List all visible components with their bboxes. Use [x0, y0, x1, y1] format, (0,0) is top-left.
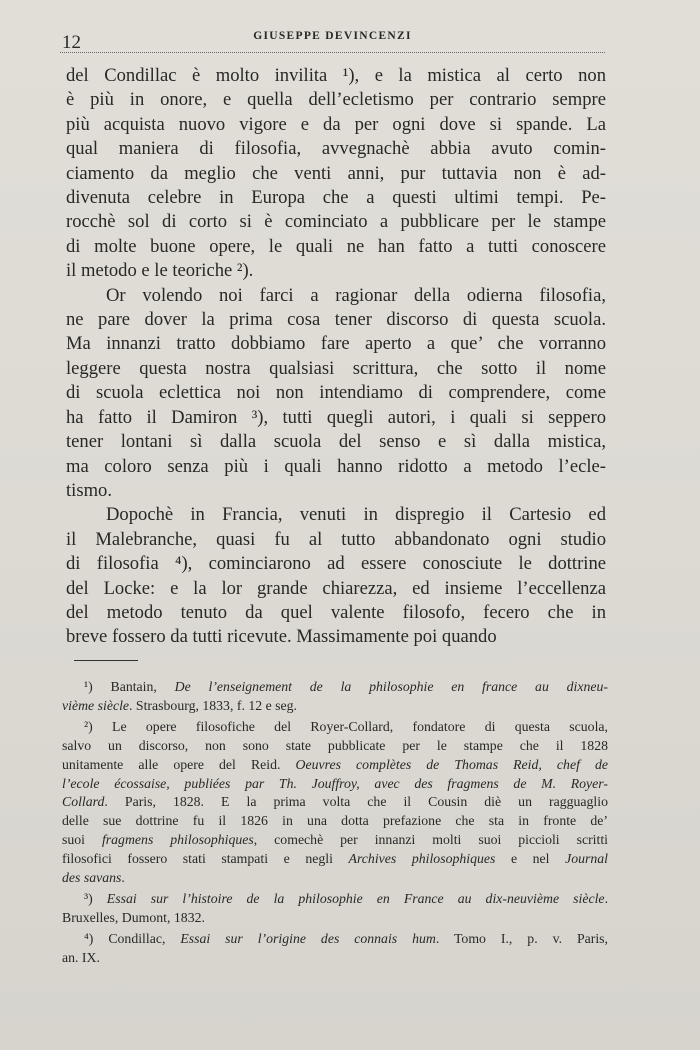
text-line: il metodo e le teoriche ²).	[66, 260, 254, 282]
footnote-line: ²) Le opere filosofiche del Royer-Collard, fondatore di questa scuola,	[84, 718, 608, 734]
footnote-line: suoi fragmens philosophiques, comechè per innanzi molti suoi piccioli scritti	[62, 832, 608, 848]
paragraph	[66, 64, 606, 284]
text-line: rocchè sol di corto si è cominciato a pubblicare per le stampe	[66, 211, 606, 233]
footnote-separator	[74, 660, 138, 661]
footnote-line: l’ecole écossaise, publiées par Th. Jouffroy, avec des fragmens de M. Royer-	[62, 775, 608, 791]
text-line: tener lontani sì dalla scuola del senso e sì dalla mistica,	[66, 431, 606, 453]
text-line: di molte buone opere, le quali ne han fatto a tutti conoscere	[66, 235, 606, 257]
footnotes	[62, 678, 608, 970]
text-line: del metodo tenuto da quel valente filosofo, fecero che in	[66, 601, 606, 623]
footnote-line: an. IX.	[62, 949, 100, 965]
text-line: più acquista nuovo vigore e da per ogni dove si spande. La	[66, 113, 606, 135]
header-rule	[60, 52, 605, 53]
paragraph	[66, 503, 606, 649]
footnote-line: ¹) Bantain, De l’enseignement de la philosophie en france au dixneu-	[84, 679, 608, 694]
footnote-line: ⁴) Condillac, Essai sur l’origine des connais hum. Tomo I., p. v. Paris,	[84, 930, 608, 946]
footnote-line: unitamente alle opere del Reid. Oeuvres complètes de Thomas Reid, chef de	[62, 756, 608, 772]
text-line: del Condillac è molto invilita ¹), e la mistica al certo non	[66, 65, 606, 86]
text-line: di scuola eclettica noi non intendiamo di comprendere, come	[66, 382, 606, 404]
page-header	[60, 28, 605, 53]
text-line: Or volendo noi farci a ragionar della odierna filosofia,	[106, 284, 606, 306]
running-head: GIUSEPPE DEVINCENZI	[253, 30, 412, 42]
text-line: Ma innanzi tratto dobbiamo fare aperto a que’ che vorranno	[66, 333, 606, 355]
text-line: ne pare dover la prima cosa tener discorso di questa scuola.	[66, 309, 606, 331]
text-line: divenuta celebre in Europa che a questi ultimi tempi. Pe-	[66, 187, 606, 209]
text-line: ma coloro senza più i quali hanno ridotto a metodo l’ecle-	[66, 455, 606, 477]
footnote-line: vième siècle. Strasbourg, 1833, f. 12 e seg.	[62, 697, 298, 713]
footnote	[62, 890, 608, 928]
text-line: ha fatto il Damiron ³), tutti quegli autori, i quali si seppero	[66, 406, 606, 428]
text-line: breve fossero da tutti ricevute. Massimamente poi quando	[66, 626, 497, 648]
paragraph	[66, 284, 606, 504]
footnote-line: ³) Essai sur l’histoire de la philosophie en France au dix-neuvième siècle.	[84, 890, 609, 906]
text-line: di filosofia ⁴), cominciarono ad essere conosciute le dottrine	[66, 553, 606, 575]
footnote-line: des savans.	[62, 870, 125, 886]
footnote-line: filosofici fossero stati stampati e negli Archives philosophiques e nel Journal	[62, 851, 608, 867]
text-line: tismo.	[66, 479, 112, 501]
footnote-line: Collard. Paris, 1828. E la prima volta che il Cousin diè un ragguaglio	[62, 794, 608, 810]
text-line: del Locke: e la lor grande chiarezza, ed insieme l’eccellenza	[66, 577, 606, 599]
page-number: 12	[62, 32, 81, 53]
text-line: leggere questa nostra qualsiasi scrittura, che sotto il nome	[66, 357, 606, 379]
footnote	[62, 678, 608, 716]
text-line: ciamento da meglio che venti anni, pur tuttavia non è ad-	[66, 162, 606, 184]
text-line: qual maniera di filosofia, avvegnachè abbia avuto comin-	[66, 138, 606, 160]
text-line: il Malebranche, quasi fu al tutto abbandonato ogni studio	[66, 528, 606, 550]
footnote	[62, 930, 608, 968]
footnote-line: delle sue dottrine fu il 1826 in una dotta prefazione che sta in fronte de’	[62, 813, 608, 829]
text-line: Dopochè in Francia, venuti in dispregio il Cartesio ed	[106, 504, 606, 526]
footnote-line: Bruxelles, Dumont, 1832.	[62, 909, 205, 925]
footnote-line: salvo un discorso, non sono state pubblicate per le stampe che il 1828	[62, 737, 608, 753]
text-line: è più in onore, e quella dell’ecletismo per contrario sempre	[66, 89, 606, 111]
footnote	[62, 718, 608, 888]
body-text	[66, 64, 606, 650]
